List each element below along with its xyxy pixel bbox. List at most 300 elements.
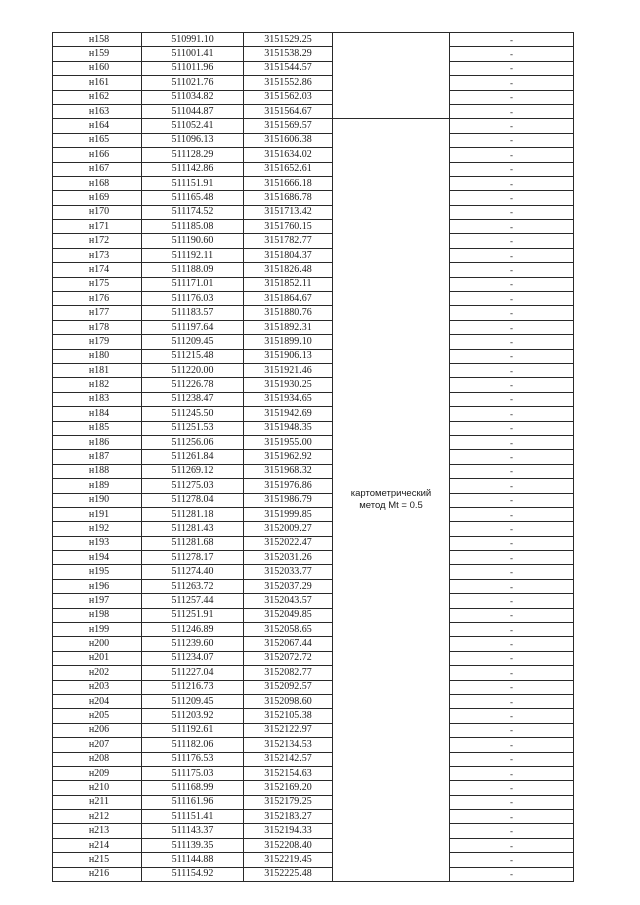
point-name-cell: н158 <box>53 33 142 47</box>
x-coordinate-cell: 511011.96 <box>142 61 244 75</box>
table-row <box>53 752 574 766</box>
value-cell: - <box>450 90 574 104</box>
y-coordinate-cell: 3152009.27 <box>244 522 333 536</box>
x-coordinate-cell: 511256.06 <box>142 435 244 449</box>
value-cell: - <box>450 795 574 809</box>
x-coordinate-cell: 511171.01 <box>142 277 244 291</box>
value-cell: - <box>450 565 574 579</box>
x-coordinate-cell: 511144.88 <box>142 853 244 867</box>
point-name-cell: н194 <box>53 551 142 565</box>
table-row <box>53 853 574 867</box>
point-name-cell: н170 <box>53 205 142 219</box>
y-coordinate-cell: 3151864.67 <box>244 292 333 306</box>
point-name-cell: н203 <box>53 680 142 694</box>
value-cell: - <box>450 551 574 565</box>
point-name-cell: н171 <box>53 220 142 234</box>
x-coordinate-cell: 511128.29 <box>142 148 244 162</box>
y-coordinate-cell: 3151564.67 <box>244 104 333 118</box>
y-coordinate-cell: 3151962.92 <box>244 450 333 464</box>
table-row <box>53 335 574 349</box>
point-name-cell: н164 <box>53 119 142 133</box>
y-coordinate-cell: 3152031.26 <box>244 551 333 565</box>
value-cell: - <box>450 450 574 464</box>
point-name-cell: н201 <box>53 651 142 665</box>
point-name-cell: н176 <box>53 292 142 306</box>
point-name-cell: н204 <box>53 694 142 708</box>
table-row <box>53 407 574 421</box>
value-cell: - <box>450 421 574 435</box>
y-coordinate-cell: 3151634.02 <box>244 148 333 162</box>
y-coordinate-cell: 3151934.65 <box>244 392 333 406</box>
table-row <box>53 623 574 637</box>
value-cell: - <box>450 306 574 320</box>
point-name-cell: н187 <box>53 450 142 464</box>
y-coordinate-cell: 3151782.77 <box>244 234 333 248</box>
value-cell: - <box>450 651 574 665</box>
table-row <box>53 90 574 104</box>
point-name-cell: н206 <box>53 723 142 737</box>
x-coordinate-cell: 511239.60 <box>142 637 244 651</box>
point-name-cell: н175 <box>53 277 142 291</box>
y-coordinate-cell: 3152169.20 <box>244 781 333 795</box>
value-cell: - <box>450 464 574 478</box>
point-name-cell: н165 <box>53 133 142 147</box>
table-row <box>53 277 574 291</box>
y-coordinate-cell: 3151976.86 <box>244 479 333 493</box>
y-coordinate-cell: 3151892.31 <box>244 320 333 334</box>
y-coordinate-cell: 3151906.13 <box>244 349 333 363</box>
y-coordinate-cell: 3152037.29 <box>244 579 333 593</box>
value-cell: - <box>450 277 574 291</box>
x-coordinate-cell: 511203.92 <box>142 709 244 723</box>
table-row <box>53 651 574 665</box>
table-row <box>53 738 574 752</box>
x-coordinate-cell: 511257.44 <box>142 594 244 608</box>
x-coordinate-cell: 511044.87 <box>142 104 244 118</box>
point-name-cell: н213 <box>53 824 142 838</box>
x-coordinate-cell: 511188.09 <box>142 263 244 277</box>
table-row <box>53 450 574 464</box>
point-name-cell: н196 <box>53 579 142 593</box>
value-cell: - <box>450 479 574 493</box>
value-cell: - <box>450 594 574 608</box>
x-coordinate-cell: 511175.03 <box>142 766 244 780</box>
point-name-cell: н184 <box>53 407 142 421</box>
value-cell: - <box>450 234 574 248</box>
value-cell: - <box>450 680 574 694</box>
x-coordinate-cell: 511176.03 <box>142 292 244 306</box>
method-label-line1: картометрический <box>350 488 432 500</box>
value-cell: - <box>450 104 574 118</box>
x-coordinate-cell: 511151.91 <box>142 176 244 190</box>
value-cell: - <box>450 838 574 852</box>
table-row <box>53 608 574 622</box>
table-row <box>53 838 574 852</box>
table-row <box>53 781 574 795</box>
value-cell: - <box>450 507 574 521</box>
point-name-cell: н214 <box>53 838 142 852</box>
y-coordinate-cell: 3151686.78 <box>244 191 333 205</box>
point-name-cell: н189 <box>53 479 142 493</box>
y-coordinate-cell: 3151713.42 <box>244 205 333 219</box>
value-cell: - <box>450 723 574 737</box>
table-row <box>53 220 574 234</box>
value-cell: - <box>450 493 574 507</box>
x-coordinate-cell: 511246.89 <box>142 623 244 637</box>
value-cell: - <box>450 709 574 723</box>
point-name-cell: н185 <box>53 421 142 435</box>
y-coordinate-cell: 3152179.25 <box>244 795 333 809</box>
point-name-cell: н159 <box>53 47 142 61</box>
table-row <box>53 205 574 219</box>
point-name-cell: н193 <box>53 536 142 550</box>
table-row <box>53 234 574 248</box>
value-cell: - <box>450 637 574 651</box>
y-coordinate-cell: 3151942.69 <box>244 407 333 421</box>
table-row <box>53 493 574 507</box>
value-cell: - <box>450 220 574 234</box>
value-cell: - <box>450 263 574 277</box>
y-coordinate-cell: 3151899.10 <box>244 335 333 349</box>
table-row <box>53 694 574 708</box>
y-coordinate-cell: 3152225.48 <box>244 867 333 881</box>
value-cell: - <box>450 752 574 766</box>
table-row <box>53 479 574 493</box>
table-row <box>53 363 574 377</box>
table-row <box>53 421 574 435</box>
y-coordinate-cell: 3151955.00 <box>244 435 333 449</box>
table-row <box>53 766 574 780</box>
method-cell-upper <box>333 33 450 119</box>
x-coordinate-cell: 511215.48 <box>142 349 244 363</box>
x-coordinate-cell: 511192.11 <box>142 248 244 262</box>
point-name-cell: н215 <box>53 853 142 867</box>
point-name-cell: н167 <box>53 162 142 176</box>
point-name-cell: н163 <box>53 104 142 118</box>
value-cell: - <box>450 579 574 593</box>
value-cell: - <box>450 694 574 708</box>
table-row <box>53 248 574 262</box>
table-row <box>53 162 574 176</box>
table-row <box>53 320 574 334</box>
x-coordinate-cell: 511275.03 <box>142 479 244 493</box>
x-coordinate-cell: 511192.61 <box>142 723 244 737</box>
y-coordinate-cell: 3152122.97 <box>244 723 333 737</box>
value-cell: - <box>450 738 574 752</box>
x-coordinate-cell: 511227.04 <box>142 666 244 680</box>
point-name-cell: н180 <box>53 349 142 363</box>
table-row <box>53 176 574 190</box>
table-row <box>53 551 574 565</box>
x-coordinate-cell: 511161.96 <box>142 795 244 809</box>
x-coordinate-cell: 511142.86 <box>142 162 244 176</box>
y-coordinate-cell: 3151544.57 <box>244 61 333 75</box>
point-name-cell: н188 <box>53 464 142 478</box>
y-coordinate-cell: 3151968.32 <box>244 464 333 478</box>
value-cell: - <box>450 392 574 406</box>
x-coordinate-cell: 511176.53 <box>142 752 244 766</box>
x-coordinate-cell: 511154.92 <box>142 867 244 881</box>
x-coordinate-cell: 511151.41 <box>142 810 244 824</box>
table-row <box>53 464 574 478</box>
y-coordinate-cell: 3152154.63 <box>244 766 333 780</box>
x-coordinate-cell: 511220.00 <box>142 363 244 377</box>
value-cell: - <box>450 363 574 377</box>
point-name-cell: н169 <box>53 191 142 205</box>
value-cell: - <box>450 248 574 262</box>
value-cell: - <box>450 378 574 392</box>
y-coordinate-cell: 3152067.44 <box>244 637 333 651</box>
table-row <box>53 306 574 320</box>
table-row <box>53 795 574 809</box>
table-row <box>53 536 574 550</box>
x-coordinate-cell: 511269.12 <box>142 464 244 478</box>
value-cell: - <box>450 623 574 637</box>
value-cell: - <box>450 867 574 881</box>
x-coordinate-cell: 511274.40 <box>142 565 244 579</box>
table-row <box>53 579 574 593</box>
x-coordinate-cell: 511281.18 <box>142 507 244 521</box>
table-row <box>53 666 574 680</box>
y-coordinate-cell: 3152194.33 <box>244 824 333 838</box>
y-coordinate-cell: 3151666.18 <box>244 176 333 190</box>
table-row <box>53 637 574 651</box>
table-row <box>53 594 574 608</box>
value-cell: - <box>450 61 574 75</box>
method-label-line2: метод Mt = 0.5 <box>359 500 423 512</box>
coordinates-table <box>52 32 574 882</box>
method-cell <box>333 119 450 882</box>
point-name-cell: н209 <box>53 766 142 780</box>
x-coordinate-cell: 511281.68 <box>142 536 244 550</box>
point-name-cell: н160 <box>53 61 142 75</box>
value-cell: - <box>450 76 574 90</box>
value-cell: - <box>450 47 574 61</box>
point-name-cell: н177 <box>53 306 142 320</box>
x-coordinate-cell: 511021.76 <box>142 76 244 90</box>
point-name-cell: н183 <box>53 392 142 406</box>
value-cell: - <box>450 320 574 334</box>
y-coordinate-cell: 3151804.37 <box>244 248 333 262</box>
point-name-cell: н212 <box>53 810 142 824</box>
x-coordinate-cell: 511209.45 <box>142 694 244 708</box>
x-coordinate-cell: 511263.72 <box>142 579 244 593</box>
table-row <box>53 824 574 838</box>
table-row <box>53 292 574 306</box>
x-coordinate-cell: 511139.35 <box>142 838 244 852</box>
y-coordinate-cell: 3152092.57 <box>244 680 333 694</box>
table-row <box>53 133 574 147</box>
point-name-cell: н197 <box>53 594 142 608</box>
point-name-cell: н173 <box>53 248 142 262</box>
table-row <box>53 867 574 881</box>
x-coordinate-cell: 511261.84 <box>142 450 244 464</box>
table-row <box>53 33 574 47</box>
value-cell: - <box>450 824 574 838</box>
table-row <box>53 810 574 824</box>
point-name-cell: н190 <box>53 493 142 507</box>
y-coordinate-cell: 3152105.38 <box>244 709 333 723</box>
point-name-cell: н205 <box>53 709 142 723</box>
point-name-cell: н195 <box>53 565 142 579</box>
y-coordinate-cell: 3151760.15 <box>244 220 333 234</box>
x-coordinate-cell: 511278.17 <box>142 551 244 565</box>
table-row <box>53 435 574 449</box>
table-row <box>53 148 574 162</box>
value-cell: - <box>450 407 574 421</box>
value-cell: - <box>450 119 574 133</box>
y-coordinate-cell: 3152043.57 <box>244 594 333 608</box>
x-coordinate-cell: 511174.52 <box>142 205 244 219</box>
y-coordinate-cell: 3151921.46 <box>244 363 333 377</box>
y-coordinate-cell: 3151529.25 <box>244 33 333 47</box>
point-name-cell: н208 <box>53 752 142 766</box>
x-coordinate-cell: 511197.64 <box>142 320 244 334</box>
table-row <box>53 191 574 205</box>
table-row <box>53 349 574 363</box>
x-coordinate-cell: 511234.07 <box>142 651 244 665</box>
point-name-cell: н191 <box>53 507 142 521</box>
table-row <box>53 61 574 75</box>
y-coordinate-cell: 3152134.53 <box>244 738 333 752</box>
x-coordinate-cell: 511185.08 <box>142 220 244 234</box>
value-cell: - <box>450 205 574 219</box>
value-cell: - <box>450 33 574 47</box>
y-coordinate-cell: 3152183.27 <box>244 810 333 824</box>
x-coordinate-cell: 511052.41 <box>142 119 244 133</box>
x-coordinate-cell: 511251.91 <box>142 608 244 622</box>
table-row <box>53 522 574 536</box>
y-coordinate-cell: 3151852.11 <box>244 277 333 291</box>
table-row <box>53 507 574 521</box>
table-row <box>53 263 574 277</box>
value-cell: - <box>450 666 574 680</box>
value-cell: - <box>450 536 574 550</box>
point-name-cell: н172 <box>53 234 142 248</box>
y-coordinate-cell: 3151999.85 <box>244 507 333 521</box>
x-coordinate-cell: 511190.60 <box>142 234 244 248</box>
point-name-cell: н192 <box>53 522 142 536</box>
point-name-cell: н174 <box>53 263 142 277</box>
table-row <box>53 47 574 61</box>
x-coordinate-cell: 511034.82 <box>142 90 244 104</box>
y-coordinate-cell: 3152098.60 <box>244 694 333 708</box>
point-name-cell: н162 <box>53 90 142 104</box>
y-coordinate-cell: 3151552.86 <box>244 76 333 90</box>
y-coordinate-cell: 3152049.85 <box>244 608 333 622</box>
coordinates-table-body <box>53 33 574 882</box>
y-coordinate-cell: 3151826.48 <box>244 263 333 277</box>
point-name-cell: н207 <box>53 738 142 752</box>
x-coordinate-cell: 511251.53 <box>142 421 244 435</box>
point-name-cell: н168 <box>53 176 142 190</box>
value-cell: - <box>450 191 574 205</box>
table-row <box>53 378 574 392</box>
x-coordinate-cell: 511226.78 <box>142 378 244 392</box>
x-coordinate-cell: 511216.73 <box>142 680 244 694</box>
y-coordinate-cell: 3151986.79 <box>244 493 333 507</box>
x-coordinate-cell: 511245.50 <box>142 407 244 421</box>
y-coordinate-cell: 3151652.61 <box>244 162 333 176</box>
table-row <box>53 680 574 694</box>
point-name-cell: н211 <box>53 795 142 809</box>
y-coordinate-cell: 3151569.57 <box>244 119 333 133</box>
y-coordinate-cell: 3152022.47 <box>244 536 333 550</box>
y-coordinate-cell: 3152058.65 <box>244 623 333 637</box>
y-coordinate-cell: 3151880.76 <box>244 306 333 320</box>
value-cell: - <box>450 292 574 306</box>
point-name-cell: н186 <box>53 435 142 449</box>
point-name-cell: н216 <box>53 867 142 881</box>
x-coordinate-cell: 511001.41 <box>142 47 244 61</box>
y-coordinate-cell: 3152072.72 <box>244 651 333 665</box>
x-coordinate-cell: 511209.45 <box>142 335 244 349</box>
x-coordinate-cell: 511096.13 <box>142 133 244 147</box>
point-name-cell: н210 <box>53 781 142 795</box>
table-row <box>53 104 574 118</box>
x-coordinate-cell: 511238.47 <box>142 392 244 406</box>
y-coordinate-cell: 3151538.29 <box>244 47 333 61</box>
value-cell: - <box>450 810 574 824</box>
value-cell: - <box>450 781 574 795</box>
x-coordinate-cell: 510991.10 <box>142 33 244 47</box>
value-cell: - <box>450 162 574 176</box>
value-cell: - <box>450 522 574 536</box>
x-coordinate-cell: 511182.06 <box>142 738 244 752</box>
x-coordinate-cell: 511183.57 <box>142 306 244 320</box>
y-coordinate-cell: 3152219.45 <box>244 853 333 867</box>
table-row <box>53 565 574 579</box>
table-row <box>53 723 574 737</box>
table-row <box>53 709 574 723</box>
point-name-cell: н181 <box>53 363 142 377</box>
point-name-cell: н178 <box>53 320 142 334</box>
value-cell: - <box>450 148 574 162</box>
x-coordinate-cell: 511165.48 <box>142 191 244 205</box>
value-cell: - <box>450 853 574 867</box>
y-coordinate-cell: 3151948.35 <box>244 421 333 435</box>
value-cell: - <box>450 766 574 780</box>
value-cell: - <box>450 435 574 449</box>
y-coordinate-cell: 3151930.25 <box>244 378 333 392</box>
x-coordinate-cell: 511278.04 <box>142 493 244 507</box>
point-name-cell: н198 <box>53 608 142 622</box>
y-coordinate-cell: 3152033.77 <box>244 565 333 579</box>
y-coordinate-cell: 3152208.40 <box>244 838 333 852</box>
y-coordinate-cell: 3152082.77 <box>244 666 333 680</box>
table-row <box>53 392 574 406</box>
value-cell: - <box>450 176 574 190</box>
y-coordinate-cell: 3151606.38 <box>244 133 333 147</box>
point-name-cell: н166 <box>53 148 142 162</box>
point-name-cell: н182 <box>53 378 142 392</box>
value-cell: - <box>450 133 574 147</box>
y-coordinate-cell: 3152142.57 <box>244 752 333 766</box>
table-row <box>53 119 574 133</box>
point-name-cell: н179 <box>53 335 142 349</box>
table-row <box>53 76 574 90</box>
point-name-cell: н202 <box>53 666 142 680</box>
value-cell: - <box>450 335 574 349</box>
x-coordinate-cell: 511143.37 <box>142 824 244 838</box>
x-coordinate-cell: 511281.43 <box>142 522 244 536</box>
point-name-cell: н200 <box>53 637 142 651</box>
y-coordinate-cell: 3151562.03 <box>244 90 333 104</box>
x-coordinate-cell: 511168.99 <box>142 781 244 795</box>
point-name-cell: н161 <box>53 76 142 90</box>
value-cell: - <box>450 608 574 622</box>
value-cell: - <box>450 349 574 363</box>
